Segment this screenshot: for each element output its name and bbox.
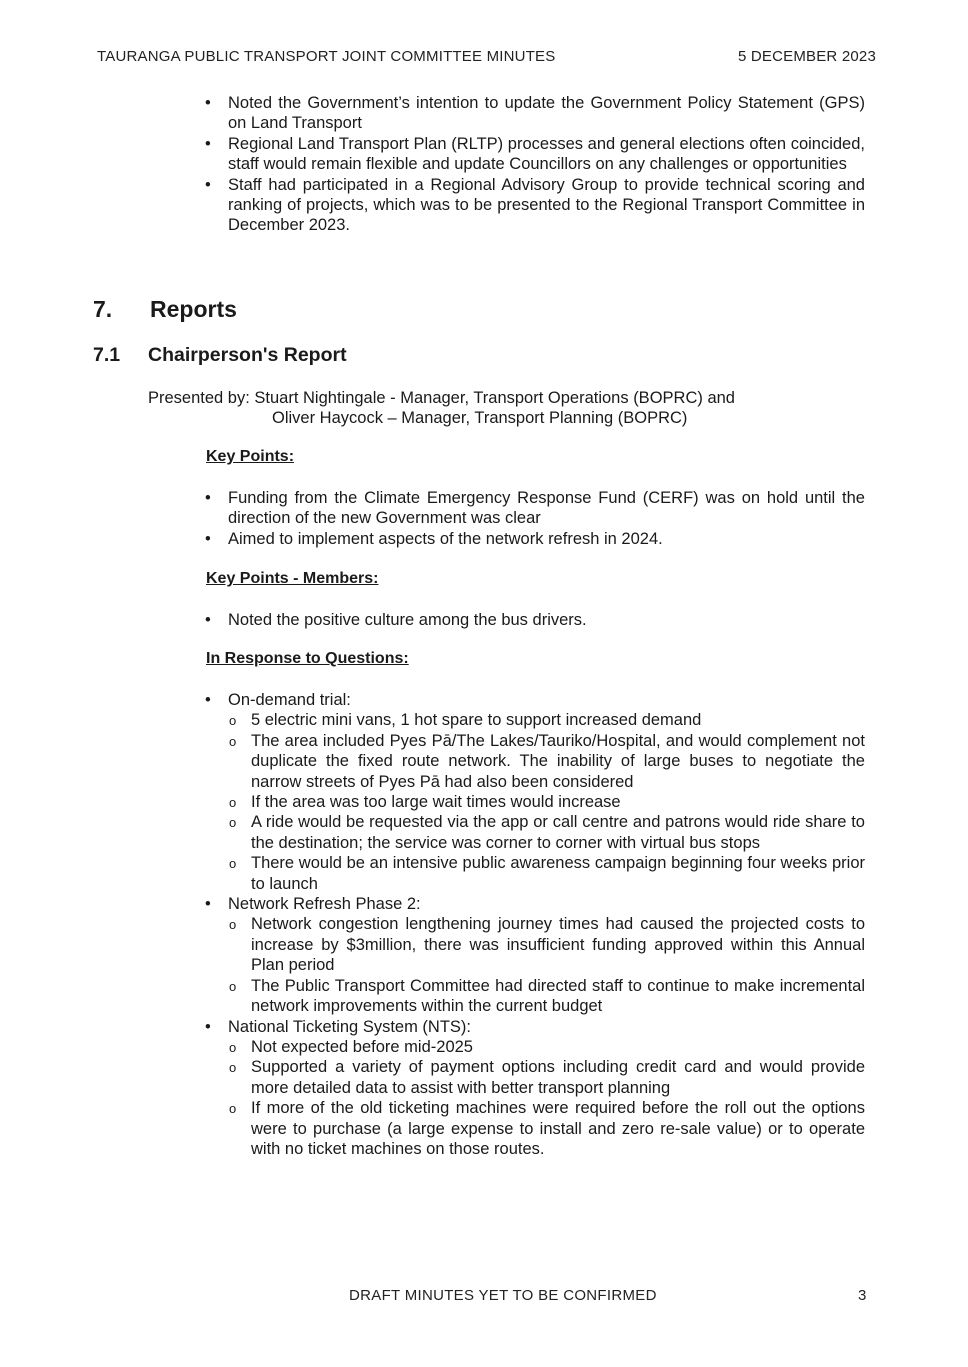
sub-list-item: o Network congestion lengthening journey times had caused the projected costs to increase by $3million, there was insufficient funding approved within this Annual Plan period [251,914,865,975]
list-item: • Noted the Government’s intention to update the Government Policy Statement (GPS) on Land Transport [228,93,865,134]
page-header [97,48,876,65]
sub-list-item: o A ride would be requested via the app or call centre and patrons would ride share to the destination; the service was corner to corner with virtual bus stops [251,812,865,853]
subsection-heading [93,344,347,367]
header-date: 5 DECEMBER 2023 [737,48,876,65]
sub-list-item: o Supported a variety of payment options including credit card and would provide more detailed data to assist with better transport planning [251,1057,865,1098]
list-item: • Aimed to implement aspects of the network refresh in 2024. [228,529,865,549]
list-item-text: National Ticketing System (NTS): [228,1017,471,1036]
sub-list-item: o Not expected before mid-2025 [251,1037,865,1057]
section-number: 7. [93,296,113,322]
sub-list-item: o 5 electric mini vans, 1 hot spare to support increased demand [251,710,865,730]
key-points-members-label: Key Points - Members: [206,570,379,587]
presented-by [148,388,735,429]
header-title: TAURANGA PUBLIC TRANSPORT JOINT COMMITTEE MINUTES [97,48,556,65]
footer-status: DRAFT MINUTES YET TO BE CONFIRMED [349,1287,657,1304]
section-heading [93,296,237,323]
presenter-1: Stuart Nightingale - Manager, Transport Operations (BOPRC) and [254,389,735,407]
key-points-members-list [228,610,865,630]
key-points-list [228,488,865,549]
subsection-number: 7.1 [93,344,121,366]
list-item: • Noted the positive culture among the bus drivers. [228,610,865,630]
list-item [228,894,865,1016]
sub-list-item: o The area included Pyes Pā/The Lakes/Tauriko/Hospital, and would complement not duplicate the fixed route network. The inability of large buses to negotiate the narrow streets of Pyes Pā had also been considered [251,731,865,792]
subsection-title: Chairperson's Report [148,344,347,366]
list-item: • Regional Land Transport Plan (RLTP) processes and general elections often coincided, staff would remain flexible and update Councillors on any challenges or opportunities [228,134,865,175]
list-item: • Staff had participated in a Regional Advisory Group to provide technical scoring and ranking of projects, which was to be presented to the Regional Transport Committee in December 2023. [228,175,865,236]
in-response-label: In Response to Questions: [206,650,409,667]
page-number: 3 [858,1287,867,1304]
list-item-text: On-demand trial: [228,691,351,709]
sub-list-item: o The Public Transport Committee had directed staff to continue to make incremental network improvements within the current budget [251,976,865,1017]
sub-list-item: o If more of the old ticketing machines were required before the roll out the options were to purchase (a large expense to install and zero re-sale value) or to operate with no ticket machines on those routes. [251,1098,865,1159]
section-title: Reports [150,296,237,322]
top-bullet-list [228,93,865,236]
presented-by-label: Presented by: [148,389,250,407]
list-item [228,690,865,894]
presenter-2: Oliver Haycock – Manager, Transport Planning (BOPRC) [272,409,688,428]
sub-list-item: o There would be an intensive public awareness campaign beginning four weeks prior to launch [251,853,865,894]
list-item: • Funding from the Climate Emergency Response Fund (CERF) was on hold until the direction of the new Government was clear [228,488,865,529]
list-item [228,1017,865,1160]
sub-list-item: o If the area was too large wait times would increase [251,792,865,812]
list-item-text: Network Refresh Phase 2: [228,895,421,914]
key-points-label: Key Points: [206,448,295,465]
in-response-list [228,690,865,1159]
